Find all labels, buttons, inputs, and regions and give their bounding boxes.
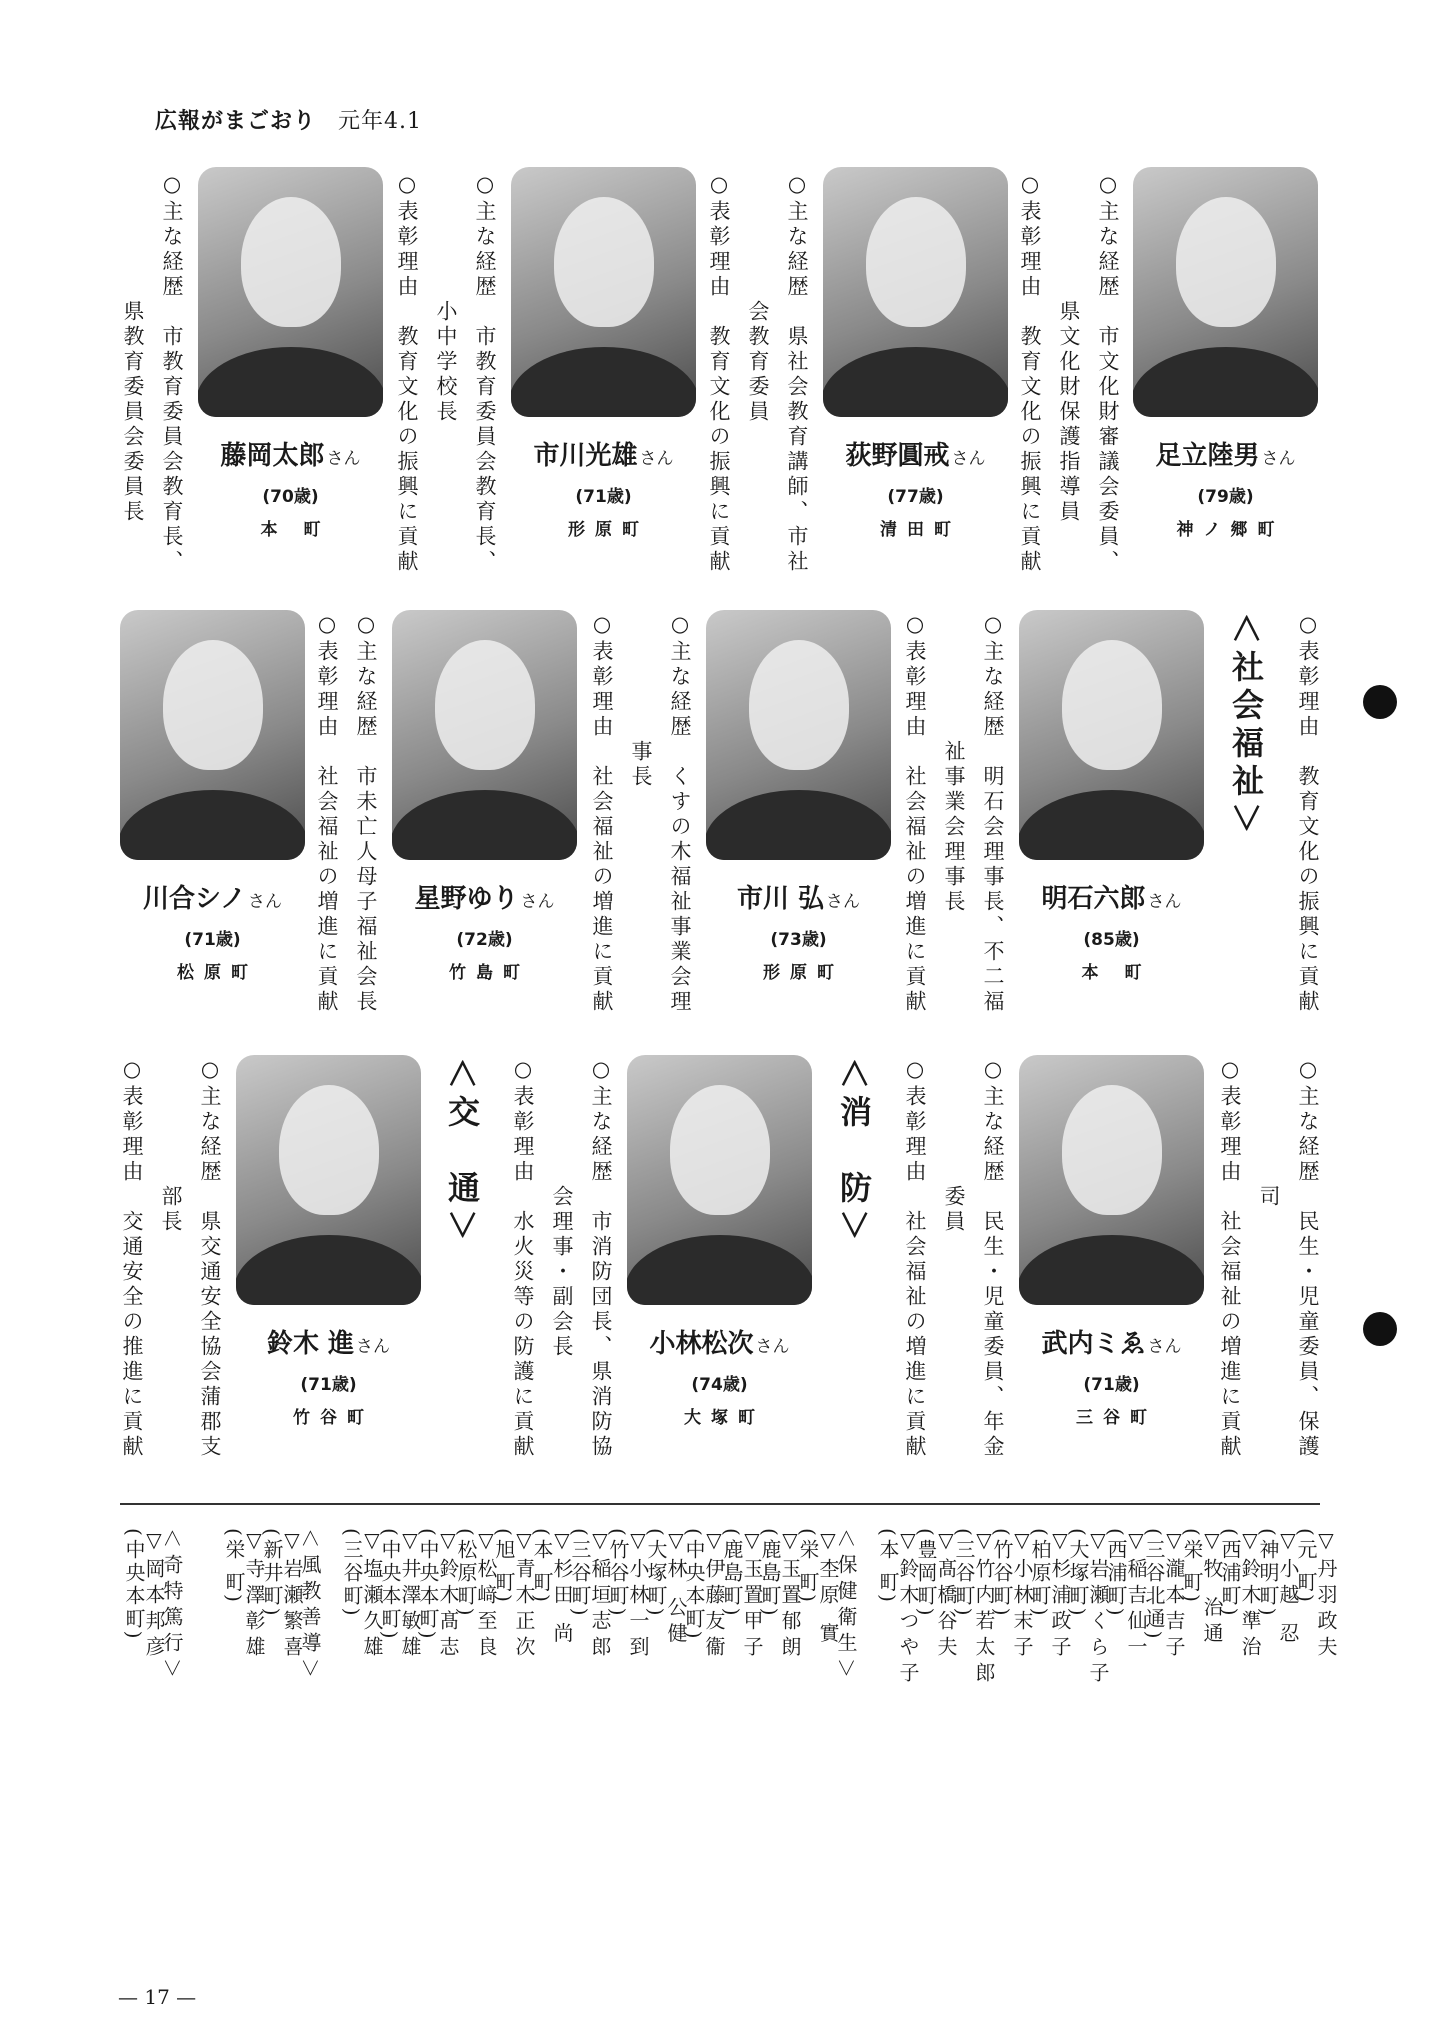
reason-text: ○表彰理由 教育文化の振興に貢献 <box>707 172 731 575</box>
portrait-card <box>706 610 891 983</box>
person-name: 足立陸男 さん <box>1155 441 1296 471</box>
list-item: ▽小越 忍 (神明町) <box>1256 1528 1300 1649</box>
issue-date: 元年4.1 <box>338 109 423 134</box>
reason-text: ○表彰理由 教育文化の振興に貢献 <box>1296 612 1320 1015</box>
person-age: (72歳) <box>456 930 513 950</box>
hole-punch-mark <box>1363 685 1397 719</box>
category-heading-social-welfare: ＜社会福祉＞ <box>1227 612 1265 841</box>
portrait-photo <box>198 167 383 417</box>
list-item: ▽稲吉仙一 (西浦町) <box>1104 1528 1148 1662</box>
person-age: (79歳) <box>1197 487 1254 507</box>
portrait-card <box>823 167 1008 540</box>
portrait-card <box>1019 1055 1204 1428</box>
person-town: 竹谷町 <box>293 1408 374 1428</box>
person-name: 鈴木 進 さん <box>266 1329 391 1359</box>
page-number: — 17 — <box>118 1985 197 2009</box>
person-town: 本 町 <box>260 520 331 540</box>
career-text: 委員 <box>942 1185 966 1235</box>
list-item: ▽小林末子 (竹谷町) <box>990 1528 1034 1662</box>
list-category-morals: ＜風教善導＞ <box>298 1528 322 1684</box>
career-text: 会理事・副会長 <box>550 1185 574 1360</box>
list-item: ▽岡本邦彦 (中央本町) <box>122 1528 166 1662</box>
list-item: ▽鈴木髙志 (中央本町) <box>416 1528 460 1662</box>
person-town: 三谷町 <box>1076 1408 1157 1428</box>
reason-text: ○表彰理由 教育文化の振興に貢献 <box>1018 172 1042 575</box>
person-town: 松原町 <box>177 963 258 983</box>
category-heading-fire: ＜消 防＞ <box>835 1057 873 1248</box>
reason-text: ○表彰理由 社会福祉の増進に貢献 <box>590 612 614 1015</box>
list-item: ▽林 公健 (大塚町) <box>644 1528 688 1649</box>
portrait-photo <box>823 167 1008 417</box>
career-text: 事長 <box>629 740 653 790</box>
section-divider <box>120 1503 1320 1505</box>
person-name: 武内ミゑ さん <box>1041 1329 1182 1359</box>
person-town: 形原町 <box>763 963 844 983</box>
hole-punch-mark <box>1363 1312 1397 1346</box>
category-heading-traffic: ＜交 通＞ <box>443 1057 481 1248</box>
list-item: ▽杉田 尚 (本 町) <box>530 1528 574 1649</box>
list-category-health: ＜保健衛生＞ <box>834 1528 858 1684</box>
list-item: ▽牧 治通 (栄 町) <box>1180 1528 1224 1649</box>
list-item: ▽瀧本吉子 (三谷北通) <box>1142 1528 1186 1662</box>
person-age: (71歳) <box>575 487 632 507</box>
portrait-card <box>1133 167 1318 540</box>
career-text: 司 <box>1257 1185 1281 1210</box>
list-item: ▽塩瀬久雄 (三谷町) <box>340 1528 384 1662</box>
list-item: ▽寺澤彰雄 (栄 町) <box>222 1528 266 1662</box>
career-text: 会教育委員 <box>746 300 770 425</box>
portrait-photo <box>1019 1055 1204 1305</box>
list-item: ▽竹内若太郎 (三谷町) <box>952 1528 996 1688</box>
career-text: ○主な経歴 くすの木福祉事業会理 <box>668 612 692 1015</box>
career-text: 県教育委員会委員長 <box>121 300 145 525</box>
portrait-card <box>120 610 305 983</box>
list-item: ▽杢原 實 (栄 町) <box>796 1528 840 1649</box>
career-text: ○主な経歴 県社会教育講師、市社 <box>785 172 809 575</box>
portrait-card <box>627 1055 812 1428</box>
reason-text: ○表彰理由 水火災等の防護に貢献 <box>511 1057 535 1460</box>
portrait-photo <box>236 1055 421 1305</box>
person-age: (71歳) <box>184 930 241 950</box>
person-age: (70歳) <box>262 487 319 507</box>
career-text: 祉事業会理事長 <box>942 740 966 915</box>
list-item: ▽稲垣志郎 (三谷町) <box>568 1528 612 1662</box>
career-text: 小中学校長 <box>434 300 458 425</box>
list-item: ▽岩瀬くら子 (大塚町) <box>1066 1528 1110 1688</box>
list-category-virtue: ＜奇特篤行＞ <box>160 1528 184 1684</box>
reason-text: ○表彰理由 社会福祉の増進に貢献 <box>1218 1057 1242 1460</box>
person-town: 大塚町 <box>684 1408 765 1428</box>
career-text: 県文化財保護指導員 <box>1057 300 1081 525</box>
reason-text: ○表彰理由 社会福祉の増進に貢献 <box>903 612 927 1015</box>
portrait-photo <box>706 610 891 860</box>
reason-text: ○表彰理由 社会福祉の増進に貢献 <box>903 1057 927 1460</box>
list-item: ▽伊藤友衞 (中央本町) <box>682 1528 726 1662</box>
person-name: 藤岡太郎 さん <box>220 441 361 471</box>
list-item: ▽鈴木つや子 (本 町) <box>876 1528 920 1688</box>
portrait-photo <box>1019 610 1204 860</box>
list-item: ▽杉浦政子 (柏原町) <box>1028 1528 1072 1662</box>
page-header <box>155 104 422 135</box>
career-text: ○主な経歴 県交通安全協会蒲郡支 <box>198 1057 222 1460</box>
reason-text: ○表彰理由 交通安全の推進に貢献 <box>120 1057 144 1460</box>
career-text: ○主な経歴 明石会理事長、不二福 <box>981 612 1005 1015</box>
portrait-card <box>198 167 383 540</box>
list-item: ▽井澤敏雄 (中央本町) <box>378 1528 422 1662</box>
list-item: ▽髙橋谷夫 (豊岡町) <box>914 1528 958 1662</box>
career-text: ○主な経歴 市文化財審議会委員、 <box>1096 172 1120 575</box>
person-town: 竹島町 <box>449 963 530 983</box>
person-name: 市川光雄 さん <box>533 441 674 471</box>
person-age: (73歳) <box>770 930 827 950</box>
person-town: 神ノ郷町 <box>1176 520 1285 540</box>
career-text: 部長 <box>159 1185 183 1235</box>
portrait-photo <box>627 1055 812 1305</box>
list-item: ▽鈴木準治 (西浦町) <box>1218 1528 1262 1662</box>
list-item: ▽小林一到 (竹谷町) <box>606 1528 650 1662</box>
portrait-card <box>1019 610 1204 983</box>
publication-title: 広報がまごおり <box>155 109 317 134</box>
career-text: ○主な経歴 市消防団長、県消防協 <box>589 1057 613 1460</box>
person-name: 川合シノ さん <box>143 884 282 914</box>
career-text: ○主な経歴 民生・児童委員、保護 <box>1296 1057 1320 1460</box>
person-age: (77歳) <box>887 487 944 507</box>
list-item: ▽松﨑至良 (松原町) <box>454 1528 498 1662</box>
career-text: ○主な経歴 市未亡人母子福祉会長 <box>354 612 378 1015</box>
portrait-photo <box>120 610 305 860</box>
person-age: (71歳) <box>1083 1375 1140 1395</box>
person-name: 荻野圓戒 さん <box>845 441 986 471</box>
person-town: 本 町 <box>1081 963 1152 983</box>
portrait-card <box>511 167 696 540</box>
portrait-card <box>392 610 577 983</box>
portrait-photo <box>1133 167 1318 417</box>
list-item: ▽丹羽政夫 (元 町) <box>1294 1528 1338 1662</box>
career-text: ○主な経歴 民生・児童委員、年金 <box>981 1057 1005 1460</box>
portrait-card <box>236 1055 421 1428</box>
list-item: ▽岩瀬繁喜 (新井町) <box>260 1528 304 1662</box>
person-age: (74歳) <box>691 1375 748 1395</box>
reason-text: ○表彰理由 社会福祉の増進に貢献 <box>315 612 339 1015</box>
portrait-photo <box>392 610 577 860</box>
person-age: (85歳) <box>1083 930 1140 950</box>
person-age: (71歳) <box>300 1375 357 1395</box>
person-name: 小林松次 さん <box>649 1329 790 1359</box>
person-town: 清田町 <box>880 520 961 540</box>
reason-text: ○表彰理由 教育文化の振興に貢献 <box>395 172 419 575</box>
career-text: ○主な経歴 市教育委員会教育長、 <box>160 172 184 575</box>
career-text: ○主な経歴 市教育委員会教育長、 <box>473 172 497 575</box>
list-item: ▽青木正次 (旭 町) <box>492 1528 536 1662</box>
person-town: 形原町 <box>568 520 649 540</box>
portrait-photo <box>511 167 696 417</box>
person-name: 星野ゆり さん <box>414 884 555 914</box>
list-item: ▽玉置郁朗 (鹿島町) <box>758 1528 802 1662</box>
person-name: 明石六郎 さん <box>1041 884 1182 914</box>
list-item: ▽玉置甲子 (鹿島町) <box>720 1528 764 1662</box>
person-name: 市川 弘 さん <box>736 884 861 914</box>
